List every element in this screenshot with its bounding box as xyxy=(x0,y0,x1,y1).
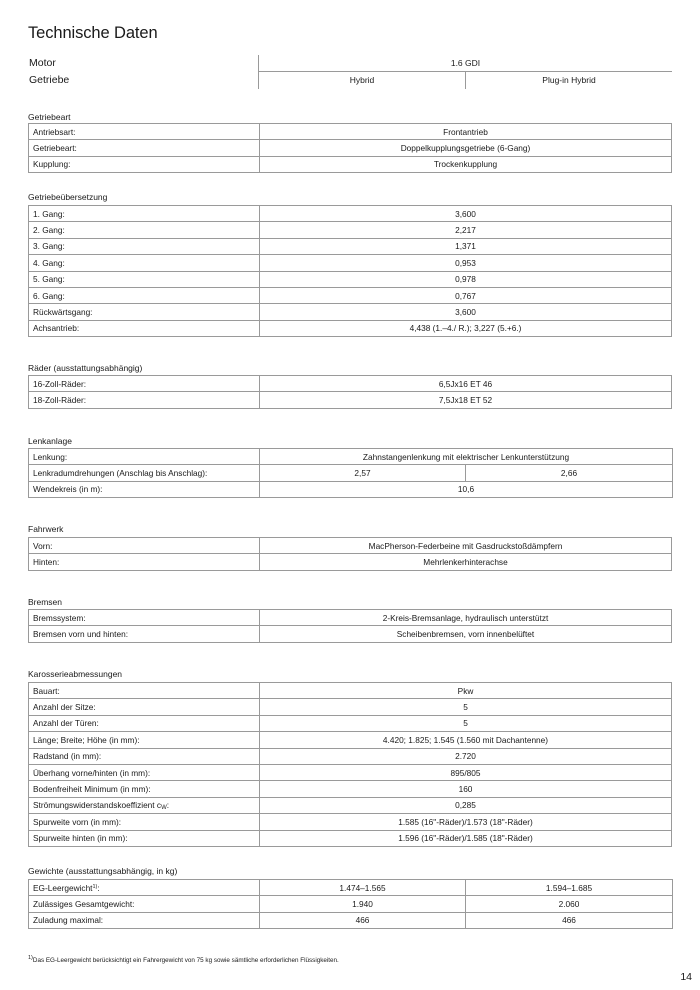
row-label: Länge; Breite; Höhe (in mm): xyxy=(29,732,260,748)
row-value: 3,600 xyxy=(260,304,672,320)
table-row xyxy=(29,683,672,699)
motor-header-row xyxy=(28,55,672,72)
table-row xyxy=(29,465,673,481)
row-value: Frontantrieb xyxy=(260,124,672,140)
row-value-hybrid: 2,57 xyxy=(260,465,466,481)
section-title-raeder: Räder (ausstattungsabhängig) xyxy=(28,363,143,373)
getriebe-label: Getriebe xyxy=(29,74,70,86)
row-value: 2-Kreis-Bremsanlage, hydraulisch unterstützt xyxy=(260,610,672,626)
table-row xyxy=(29,320,672,336)
table-row xyxy=(29,880,673,896)
row-value: Scheibenbremsen, vorn innenbelüftet xyxy=(260,626,672,642)
table-row xyxy=(29,538,672,554)
table-row xyxy=(29,748,672,764)
table-gewichte xyxy=(28,879,673,929)
row-label xyxy=(29,880,260,896)
row-label: Zulässiges Gesamtgewicht: xyxy=(29,896,260,912)
table-bremsen xyxy=(28,609,672,643)
footnote-text: Das EG-Leergewicht berücksichtigt ein Fahrergewicht von 75 kg sowie sämtliche erforderlichen Flüssigkeiten. xyxy=(32,957,339,964)
cw-label-text: Strömungswiderstandskoeffizient c xyxy=(33,799,162,810)
row-value: 1.585 (16"-Räder)/1.573 (18"-Räder) xyxy=(260,814,672,830)
section-title-bremsen: Bremsen xyxy=(28,597,63,607)
row-label: Anzahl der Türen: xyxy=(29,715,260,731)
table-fahrwerk xyxy=(28,537,672,571)
row-label: 18-Zoll-Räder: xyxy=(29,392,260,408)
getriebe-header-row xyxy=(28,72,672,89)
footnote xyxy=(28,955,339,964)
row-value: Doppelkupplungsgetriebe (6-Gang) xyxy=(260,140,672,156)
table-row xyxy=(29,732,672,748)
row-label: Radstand (in mm): xyxy=(29,748,260,764)
row-value-hybrid: 466 xyxy=(260,912,466,928)
row-label: Spurweite hinten (in mm): xyxy=(29,830,260,846)
section-title-gewichte: Gewichte (ausstattungsabhängig, in kg) xyxy=(28,866,178,876)
table-row xyxy=(29,715,672,731)
table-row xyxy=(29,392,672,408)
table-row xyxy=(29,610,672,626)
page-title: Technische Daten xyxy=(28,24,158,42)
row-label: Bremsen vorn und hinten: xyxy=(29,626,260,642)
row-label: Achsantrieb: xyxy=(29,320,260,336)
row-label: Anzahl der Sitze: xyxy=(29,699,260,715)
table-row xyxy=(29,814,672,830)
row-value: 5 xyxy=(260,699,672,715)
row-value: 4.420; 1.825; 1.545 (1.560 mit Dachantenne) xyxy=(260,732,672,748)
table-getriebeart xyxy=(28,123,672,173)
row-value: 6,5Jx16 ET 46 xyxy=(260,376,672,392)
table-row xyxy=(29,699,672,715)
row-value: Zahnstangenlenkung mit elektrischer Lenkunterstützung xyxy=(260,449,673,465)
footnote-mark: 1) xyxy=(28,955,33,961)
table-row xyxy=(29,626,672,642)
section-title-lenkanlage: Lenkanlage xyxy=(28,436,72,446)
row-label: Wendekreis (in m): xyxy=(29,481,260,497)
page-number: 14 xyxy=(680,971,692,983)
table-uebersetzung xyxy=(28,205,672,337)
row-label: Überhang vorne/hinten (in mm): xyxy=(29,764,260,780)
row-label: Antriebsart: xyxy=(29,124,260,140)
row-label: Zuladung maximal: xyxy=(29,912,260,928)
row-label-suffix: : xyxy=(97,882,100,893)
row-value: 0,978 xyxy=(260,271,672,287)
row-label: 6. Gang: xyxy=(29,287,260,303)
row-value: 2,217 xyxy=(260,222,672,238)
variant-phev-header: Plug-in Hybrid xyxy=(465,72,672,89)
row-value-phev: 1.594–1.685 xyxy=(466,880,673,896)
row-value: 3,600 xyxy=(260,206,672,222)
table-row xyxy=(29,222,672,238)
table-row xyxy=(29,830,672,846)
row-value: 160 xyxy=(260,781,672,797)
table-row xyxy=(29,896,673,912)
row-label: 5. Gang: xyxy=(29,271,260,287)
row-value: 10,6 xyxy=(260,481,673,497)
row-label-text: EG-Leergewicht xyxy=(33,882,93,893)
row-label: 1. Gang: xyxy=(29,206,260,222)
row-value: Trockenkupplung xyxy=(260,156,672,172)
table-row xyxy=(29,554,672,570)
row-label: Bauart: xyxy=(29,683,260,699)
table-row xyxy=(29,271,672,287)
row-label: Bremssystem: xyxy=(29,610,260,626)
table-karosserie xyxy=(28,682,672,847)
cw-subscript: W xyxy=(161,804,167,811)
row-value: 1.596 (16"-Räder)/1.585 (18"-Räder) xyxy=(260,830,672,846)
row-value: 4,438 (1.–4./ R.); 3,227 (5.+6.) xyxy=(260,320,672,336)
row-label: Lenkradumdrehungen (Anschlag bis Anschlag): xyxy=(29,465,260,481)
section-title-fahrwerk: Fahrwerk xyxy=(28,524,64,534)
row-value: 0,767 xyxy=(260,287,672,303)
section-title-uebersetzung: Getriebeübersetzung xyxy=(28,192,108,202)
row-label: Vorn: xyxy=(29,538,260,554)
table-lenkanlage xyxy=(28,448,673,498)
row-label: Hinten: xyxy=(29,554,260,570)
footnote-ref: 1) xyxy=(92,883,98,890)
row-label: 4. Gang: xyxy=(29,255,260,271)
row-label-cw xyxy=(29,797,260,813)
row-label: Bodenfreiheit Minimum (in mm): xyxy=(29,781,260,797)
row-value: Pkw xyxy=(260,683,672,699)
table-row xyxy=(29,206,672,222)
table-row xyxy=(29,255,672,271)
row-value: 2.720 xyxy=(260,748,672,764)
row-label: Kupplung: xyxy=(29,156,260,172)
row-label: Rückwärtsgang: xyxy=(29,304,260,320)
row-label: Spurweite vorn (in mm): xyxy=(29,814,260,830)
table-row xyxy=(29,140,672,156)
row-value: 0,953 xyxy=(260,255,672,271)
row-value: 895/805 xyxy=(260,764,672,780)
table-row xyxy=(29,156,672,172)
row-value: Mehrlenkerhinterachse xyxy=(260,554,672,570)
row-value-hybrid: 1.940 xyxy=(260,896,466,912)
table-raeder xyxy=(28,375,672,409)
row-value: 0,285 xyxy=(260,797,672,813)
row-label: 16-Zoll-Räder: xyxy=(29,376,260,392)
table-row xyxy=(29,449,673,465)
row-value: 5 xyxy=(260,715,672,731)
table-row xyxy=(29,797,672,813)
table-row xyxy=(29,304,672,320)
motor-label: Motor xyxy=(29,57,56,69)
row-value: 7,5Jx18 ET 52 xyxy=(260,392,672,408)
row-label: 3. Gang: xyxy=(29,238,260,254)
motor-value: 1.6 GDI xyxy=(258,55,672,72)
row-label: 2. Gang: xyxy=(29,222,260,238)
row-value-hybrid: 1.474–1.565 xyxy=(260,880,466,896)
row-label: Getriebeart: xyxy=(29,140,260,156)
table-row xyxy=(29,481,673,497)
row-label: Lenkung: xyxy=(29,449,260,465)
section-title-karosserie: Karosserieabmessungen xyxy=(28,669,123,679)
table-row xyxy=(29,287,672,303)
table-row xyxy=(29,238,672,254)
row-value-phev: 466 xyxy=(466,912,673,928)
row-value: 1,371 xyxy=(260,238,672,254)
table-row xyxy=(29,764,672,780)
variant-hybrid-header: Hybrid xyxy=(258,72,465,89)
row-value: MacPherson-Federbeine mit Gasdruckstoßdämpfern xyxy=(260,538,672,554)
cw-colon: : xyxy=(166,799,170,810)
row-value-phev: 2,66 xyxy=(466,465,673,481)
table-row xyxy=(29,124,672,140)
row-value-phev: 2.060 xyxy=(466,896,673,912)
table-row xyxy=(29,781,672,797)
section-title-getriebeart: Getriebeart xyxy=(28,112,71,122)
table-row xyxy=(29,376,672,392)
table-row xyxy=(29,912,673,928)
